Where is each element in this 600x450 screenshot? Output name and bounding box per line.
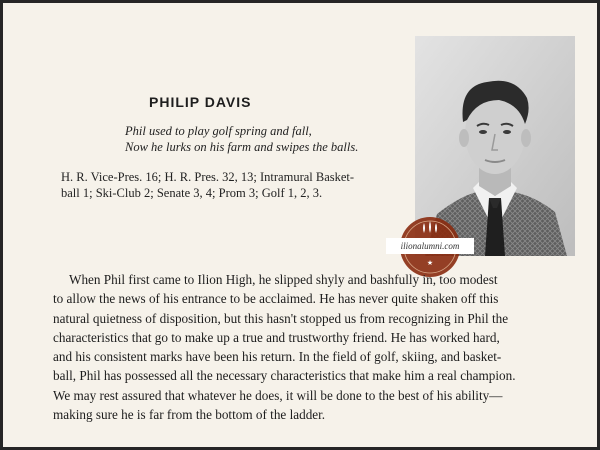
poem-line: Phil used to play golf spring and fall, xyxy=(125,124,312,138)
description-line: We may rest assured that whatever he does, it will be done to the best of his ability— xyxy=(53,387,503,403)
description-line: and his consistent marks have been his return. In the field of golf, skiing, and basket- xyxy=(53,349,502,365)
description-line: natural quietness of disposition, but this hasn't stopped us from recognizing in Phil the xyxy=(53,310,509,326)
svg-text:★: ★ xyxy=(426,259,434,267)
activities-list xyxy=(61,169,366,201)
watermark-text: ilionalumni.com xyxy=(400,241,460,251)
description-line: to allow the news of his entrance to be acclaimed. He has never quite shaken off this xyxy=(53,291,499,307)
student-poem xyxy=(125,123,358,155)
activities-line: ball 1; Ski-Club 2; Senate 3, 4; Prom 3; Golf 1, 2, 3. xyxy=(61,186,323,200)
poem-line: Now he lurks on his farm and swipes the balls. xyxy=(125,140,359,154)
activities-line: H. R. Vice-Pres. 16; H. R. Pres. 32, 13; Intramural Basket- xyxy=(61,170,355,184)
student-description xyxy=(53,270,569,424)
student-name: PHILIP DAVIS xyxy=(149,94,252,110)
description-line: making sure he is far from the bottom of the ladder. xyxy=(53,407,326,423)
description-line: When Phil first came to Ilion High, he slipped shyly and bashfully in, too modest xyxy=(69,272,498,287)
description-line: ball, Phil has possessed all the necessary characteristics that make him a real champion. xyxy=(53,368,516,384)
description-line: characteristics that go to make up a true and trustworthy friend. He has worked hard, xyxy=(53,329,500,345)
